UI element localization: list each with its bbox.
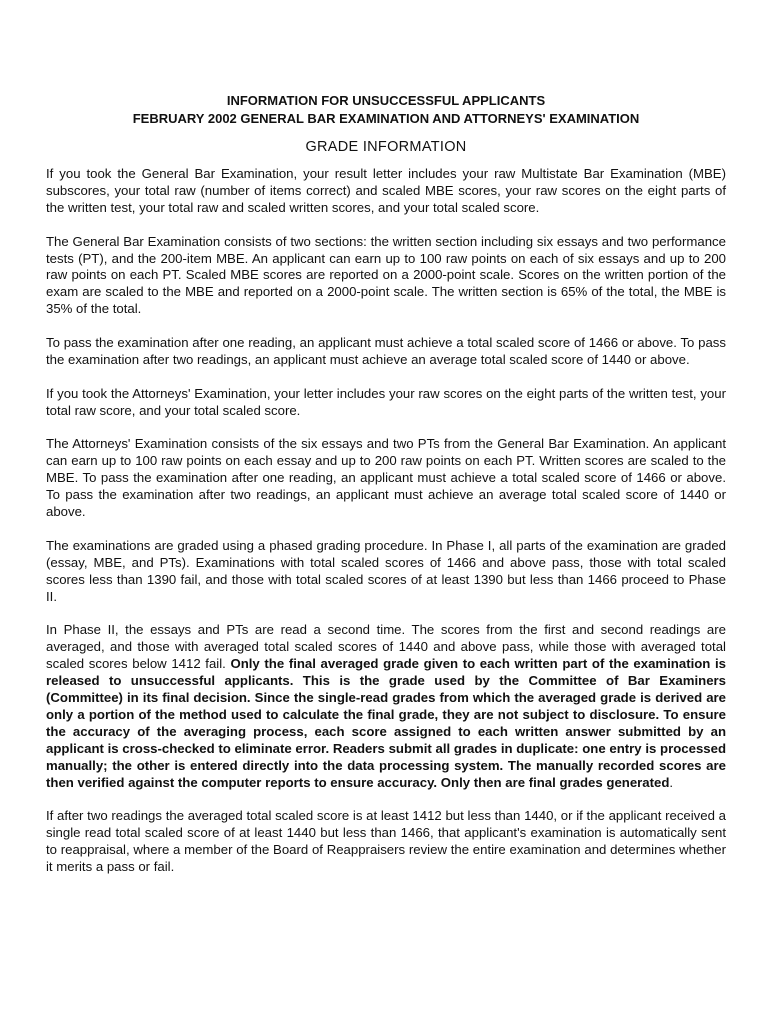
paragraph-attorneys-exam-structure: The Attorneys' Examination consists of the six essays and two PTs from the General Bar Examination. An applicant can earn up to 100 raw points on each essay and up to 200 raw points on each PT. Written scores are scaled to the MBE. To pass the examination after one reading, an applicant must achieve a total scaled score of 1466 or above. To pass the examination after two readings, an applicant must achieve an average total scaled score of 1440 or above. [46, 436, 726, 520]
phase-two-end: . [669, 774, 674, 790]
paragraph-phase-two [46, 622, 726, 791]
paragraph-general-exam-structure: The General Bar Examination consists of two sections: the written section including six essays and two performance tests (PT), and the 200-item MBE. An applicant can earn up to 100 raw points on each of six essays and up to 200 raw points on each PT. Scaled MBE scores are reported on a 2000-point scale. Scores on the written portion of the exam are scaled to the MBE and reported on a 2000-point scale. The written section is 65% of the total, the MBE is 35% of the total. [46, 233, 726, 317]
document-page [46, 92, 726, 893]
paragraph-passing-scores: To pass the examination after one reading, an applicant must achieve a total scaled score of 1466 or above. To pass the examination after two readings, an applicant must achieve an average total scaled score of 1440 or above. [46, 335, 726, 367]
phase-two-text: In Phase II, the essays and PTs are read a second time. The scores from the first and second readings are averaged, and those with averaged total scaled scores of 1440 and above pass, while those with averaged total scaled scores below 1412 fail. [46, 622, 726, 672]
paragraph-result-letter-general: If you took the General Bar Examination, your result letter includes your raw Multistate Bar Examination (MBE) subscores, your total raw (number of items correct) and scaled MBE scores, your raw scores on the eight parts of the written test, your total raw and scaled written scores, and your total scaled score. [46, 166, 726, 215]
phase-two-bold-text: Only the final averaged grade given to each written part of the examination is released to unsuccessful applicants. This is the grade used by the Committee of Bar Examiners (Committee) in its final decision. Since the single-read grades from which the averaged grade is derived are only a portion of the method used to calculate the final grade, they are not subject to disclosure. To ensure the accuracy of the averaging process, each score assigned to each written answer submitted by an applicant is cross-checked to eliminate error. Readers submit all grades in duplicate: one entry is processed manually; the other is entered directly into the data processing system. The manually recorded scores are then verified against the computer reports to ensure accuracy. Only then are final grades generated [46, 656, 726, 790]
paragraph-result-letter-attorneys: If you took the Attorneys' Examination, your letter includes your raw scores on the eight parts of the written test, your total raw score, and your total scaled score. [46, 385, 726, 418]
header-title-line-2: FEBRUARY 2002 GENERAL BAR EXAMINATION AND ATTORNEYS' EXAMINATION [132, 111, 640, 126]
paragraph-reappraisal: If after two readings the averaged total scaled score is at least 1412 but less than 1440, or if the applicant received a single read total scaled score of at least 1440 but less than 1466, that applicant's examination is automatically sent to reappraisal, where a member of the Board of Reappraisers review the entire examination and determines whether it merits a pass or fail. [46, 808, 726, 875]
header-title-line-1: INFORMATION FOR UNSUCCESSFUL APPLICANTS [226, 93, 546, 108]
section-title: GRADE INFORMATION [305, 139, 467, 155]
paragraph-phase-one: The examinations are graded using a phased grading procedure. In Phase I, all parts of the examination are graded (essay, MBE, and PTs). Examinations with total scaled scores of 1466 and above pass, those with total scaled scores less than 1390 fail, and those with total scaled scores of at least 1390 but less than 1466 proceed to Phase II. [46, 537, 726, 604]
document-header [46, 92, 726, 128]
